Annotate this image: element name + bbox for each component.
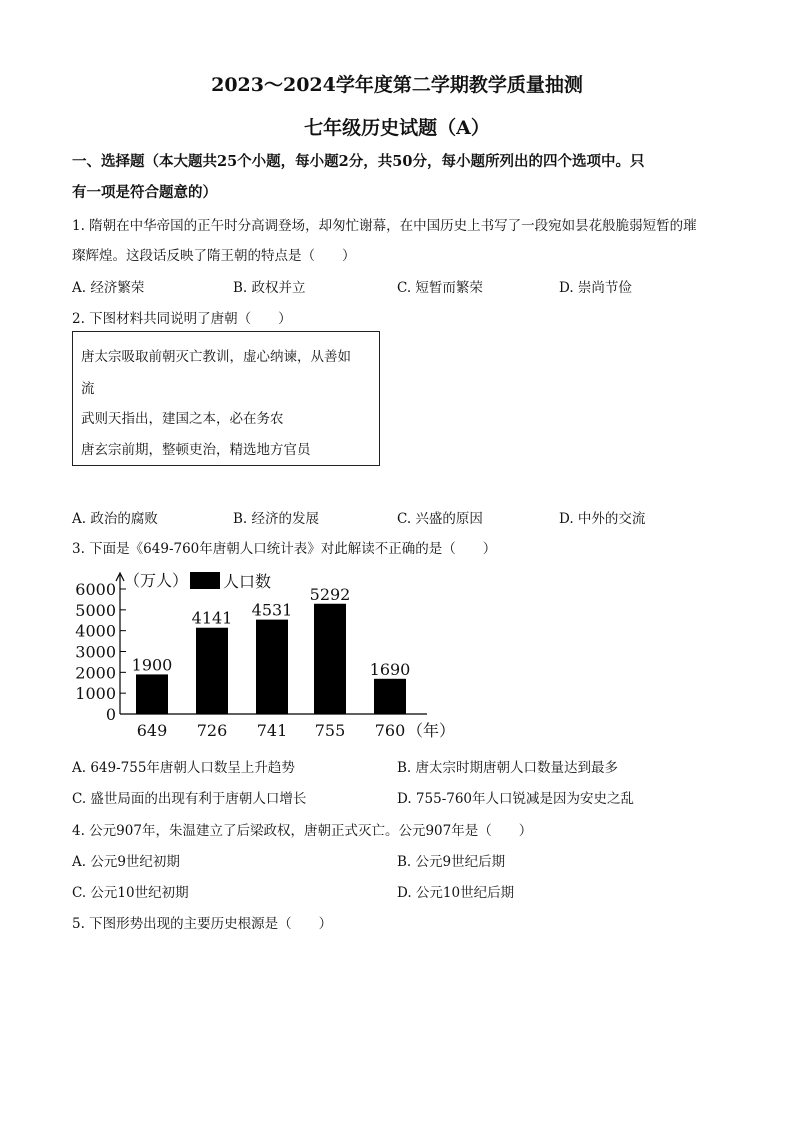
q1-stem-line1: 1. 隋朝在中华帝国的正午时分高调登场，却匆忙谢幕，在中国历史上书写了一段宛如昙花般脆弱短暂的璀 xyxy=(72,218,697,234)
q1-option-d[interactable]: D. 崇尚节俭 xyxy=(559,280,632,296)
q1-option-a[interactable]: A. 经济繁荣 xyxy=(72,280,145,296)
q4-option-b[interactable]: B. 公元9世纪后期 xyxy=(397,854,506,870)
y-axis-label: （万人） xyxy=(124,571,189,590)
bar-726 xyxy=(196,628,228,714)
bar-value-label: 4141 xyxy=(191,608,233,628)
q2-stem: 2. 下图材料共同说明了唐朝（ ） xyxy=(72,311,292,327)
q4-stem: 4. 公元907年，朱温建立了后梁政权，唐朝正式灭亡。公元907年是（ ） xyxy=(72,823,533,839)
q2-option-c[interactable]: C. 兴盛的原因 xyxy=(397,511,483,527)
q4-option-a[interactable]: A. 公元9世纪初期 xyxy=(72,854,180,870)
x-tick-label: 755 xyxy=(314,721,346,740)
x-tick-label: 649 xyxy=(136,721,168,740)
q3-option-a[interactable]: A. 649-755年唐朝人口数呈上升趋势 xyxy=(72,760,295,776)
y-tick-label: 0 xyxy=(105,705,116,724)
exam-subtitle: 七年级历史试题（A） xyxy=(304,117,490,139)
bar-value-label: 4531 xyxy=(251,600,293,620)
bar-755 xyxy=(314,604,346,714)
y-tick-label: 2000 xyxy=(75,663,116,683)
legend-swatch xyxy=(190,572,220,589)
y-tick-label: 1000 xyxy=(75,684,116,704)
q1-option-b[interactable]: B. 政权并立 xyxy=(233,280,306,296)
q3-option-c[interactable]: C. 盛世局面的出现有利于唐朝人口增长 xyxy=(72,791,307,807)
chart-bars xyxy=(136,604,406,714)
x-tick-label: 760 xyxy=(374,721,406,740)
exam-title: 2023～2024学年度第二学期教学质量抽测 xyxy=(211,74,583,96)
q3-stem: 3. 下面是《649-760年唐朝人口统计表》对此解读不正确的是（ ） xyxy=(72,541,497,557)
q2-option-d[interactable]: D. 中外的交流 xyxy=(559,511,646,527)
q5-stem: 5. 下图形势出现的主要历史根源是（ ） xyxy=(72,916,333,932)
q2-material-line: 武则天指出，建国之本，必在务农 xyxy=(81,411,284,427)
bar-741 xyxy=(256,620,288,714)
q2-option-b[interactable]: B. 经济的发展 xyxy=(233,511,320,527)
section-heading-line2: 有一项是符合题意的） xyxy=(72,184,217,201)
q3-option-d[interactable]: D. 755-760年人口锐减是因为安史之乱 xyxy=(397,791,635,807)
x-tick-label: 741 xyxy=(256,721,288,740)
q4-option-d[interactable]: D. 公元10世纪后期 xyxy=(397,885,515,901)
q2-material-line: 唐太宗吸取前朝灭亡教训，虚心纳谏，从善如 xyxy=(81,349,351,365)
q2-material-line: 流 xyxy=(81,381,95,397)
y-tick-label: 6000 xyxy=(75,580,116,599)
q1-stem-line2: 璨辉煌。这段话反映了隋王朝的特点是（ ） xyxy=(72,248,356,264)
q4-option-c[interactable]: C. 公元10世纪初期 xyxy=(72,885,189,901)
x-tick-label: 726 xyxy=(196,721,228,740)
q2-material-line: 唐玄宗前期，整顿吏治，精选地方官员 xyxy=(81,442,311,458)
x-axis-label: （年） xyxy=(407,721,456,740)
y-tick-label: 4000 xyxy=(75,621,116,641)
bar-649 xyxy=(136,674,168,714)
bar-value-label: 1900 xyxy=(131,655,173,675)
q1-option-c[interactable]: C. 短暂而繁荣 xyxy=(397,280,483,296)
section-heading-line1: 一、选择题（本大题共25个小题，每小题2分，共50分，每小题所列出的四个选项中。只 xyxy=(72,153,645,170)
y-tick-label: 5000 xyxy=(75,600,116,620)
q3-option-b[interactable]: B. 唐太宗时期唐朝人口数量达到最多 xyxy=(397,760,619,776)
q2-option-a[interactable]: A. 政治的腐败 xyxy=(72,511,158,527)
y-tick-label: 3000 xyxy=(75,642,116,662)
population-bar-chart xyxy=(72,566,462,746)
q2-material-box xyxy=(72,331,380,466)
bar-value-label: 5292 xyxy=(309,584,351,604)
legend-label: 人口数 xyxy=(223,572,272,591)
bar-value-label: 1690 xyxy=(369,659,411,679)
bar-760 xyxy=(374,679,406,714)
